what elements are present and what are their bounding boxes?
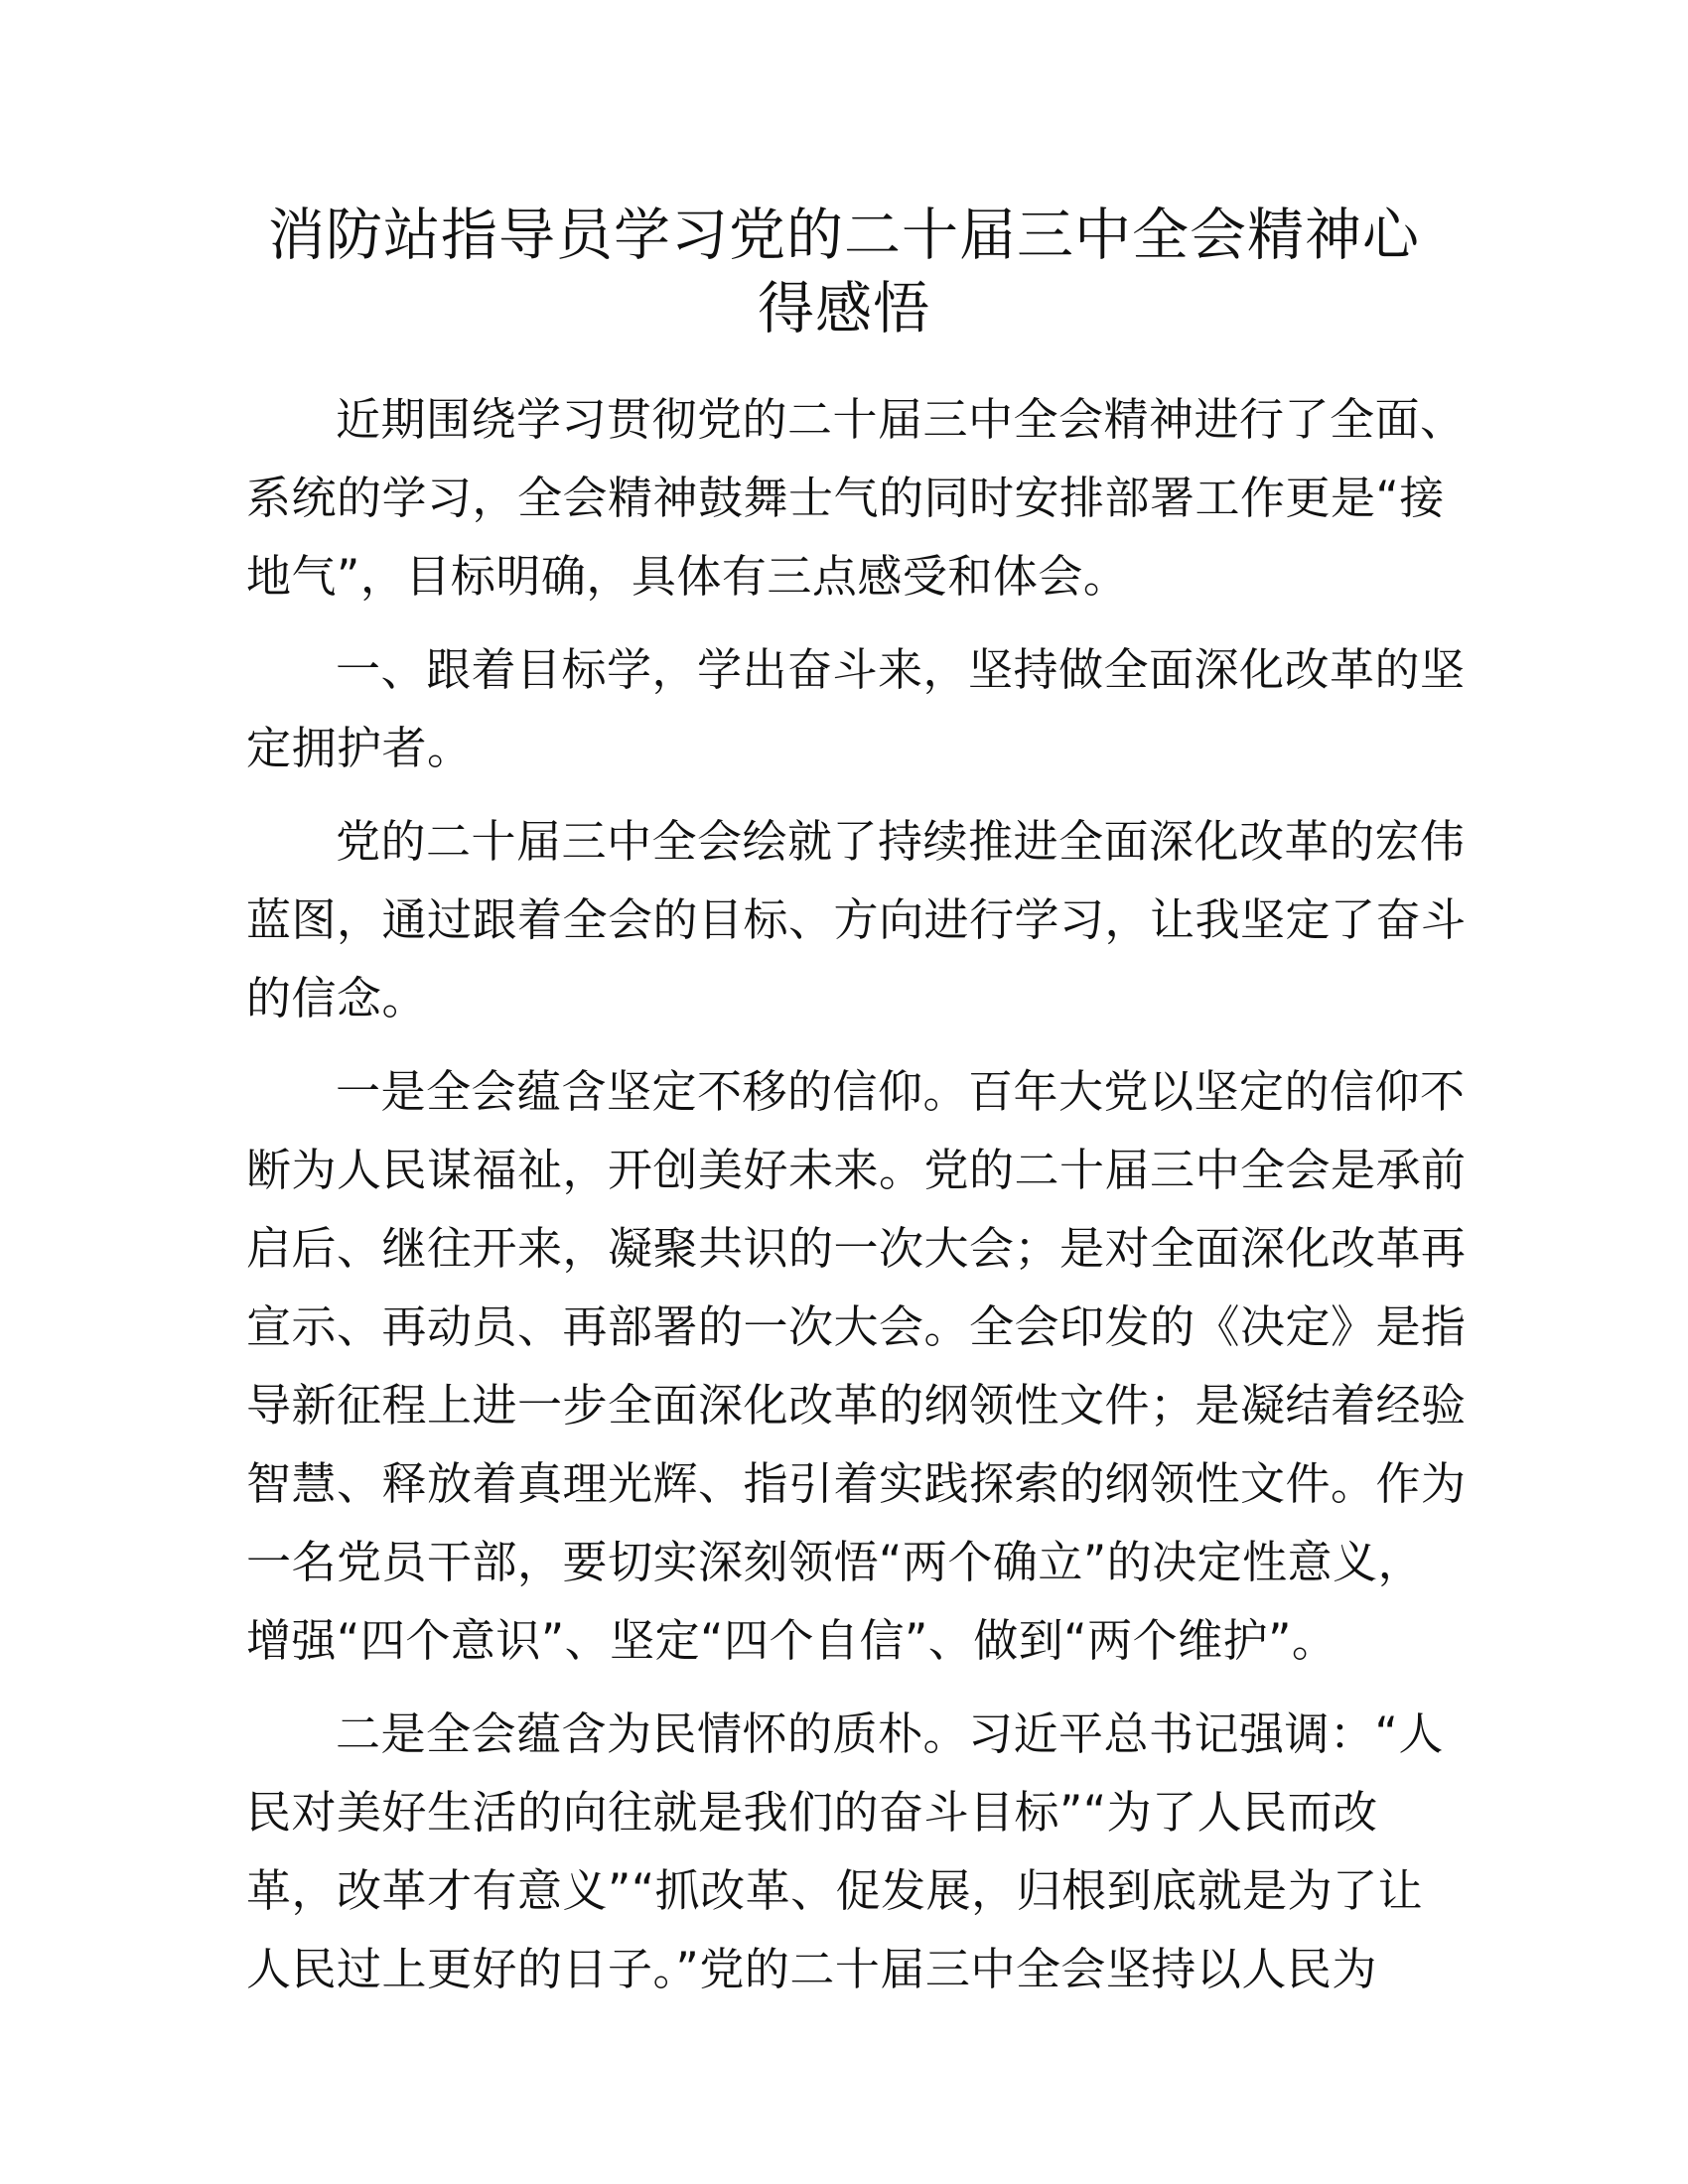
- text-line: 增强“四个意识”、坚定“四个自信”、做到“两个维护”。: [246, 1614, 1337, 1667]
- document-body: [246, 380, 1467, 2023]
- text-line: 蓝图，通过跟着全会的目标、方向进行学习，让我坚定了奋斗: [246, 893, 1467, 946]
- text-line: 二是全会蕴含为民情怀的质朴。习近平总书记强调：“人: [336, 1707, 1444, 1760]
- document-title: [238, 199, 1450, 345]
- text-line: 宣示、再动员、再部署的一次大会。全会印发的《决定》是指: [246, 1300, 1467, 1353]
- text-line: 系统的学习，全会精神鼓舞士气的同时安排部署工作更是“接: [246, 472, 1445, 524]
- text-line: 启后、继往开来，凝聚共识的一次大会；是对全面深化改革再: [246, 1222, 1467, 1275]
- text-line: 智慧、释放着真理光辉、指引着实践探索的纲领性文件。作为: [246, 1457, 1467, 1510]
- text-line: 导新征程上进一步全面深化改革的纲领性文件；是凝结着经验: [246, 1379, 1467, 1432]
- section-heading-1: [246, 630, 1466, 787]
- text-line: 一、跟着目标学，学出奋斗来，坚持做全面深化改革的坚: [336, 643, 1466, 696]
- text-line: 人民过上更好的日子。”党的二十届三中全会坚持以人民为: [246, 1943, 1377, 1995]
- paragraph-point-two: [246, 1695, 1444, 2008]
- text-line: 断为人民谋福祉，开创美好未来。党的二十届三中全会是承前: [246, 1144, 1467, 1196]
- text-line: 党的二十届三中全会绘就了持续推进全面深化改革的宏伟: [336, 815, 1466, 868]
- text-line: 民对美好生活的向往就是我们的奋斗目标”“为了人民而改: [246, 1786, 1378, 1839]
- text-line: 近期围绕学习贯彻党的二十届三中全会精神进行了全面、: [336, 393, 1466, 446]
- text-line: 地气”，目标明确，具体有三点感受和体会。: [246, 550, 1129, 603]
- text-line: 一名党员干部，要切实深刻领悟“两个确立”的决定性意义，: [246, 1536, 1424, 1588]
- paragraph-intro: [246, 380, 1466, 615]
- text-line: 的信念。: [246, 972, 428, 1024]
- text-line: 定拥护者。: [246, 722, 473, 774]
- paragraph-point-one: [246, 1052, 1467, 1680]
- text-line: 革，改革才有意义”“抓改革、促发展，归根到底就是为了让: [246, 1864, 1424, 1917]
- paragraph-blueprint: [246, 802, 1467, 1037]
- title-line: 消防站指导员学习党的二十届三中全会精神心: [268, 203, 1420, 268]
- text-line: 一是全会蕴含坚定不移的信仰。百年大党以坚定的信仰不: [336, 1065, 1466, 1118]
- title-line: 得感悟: [758, 276, 930, 341]
